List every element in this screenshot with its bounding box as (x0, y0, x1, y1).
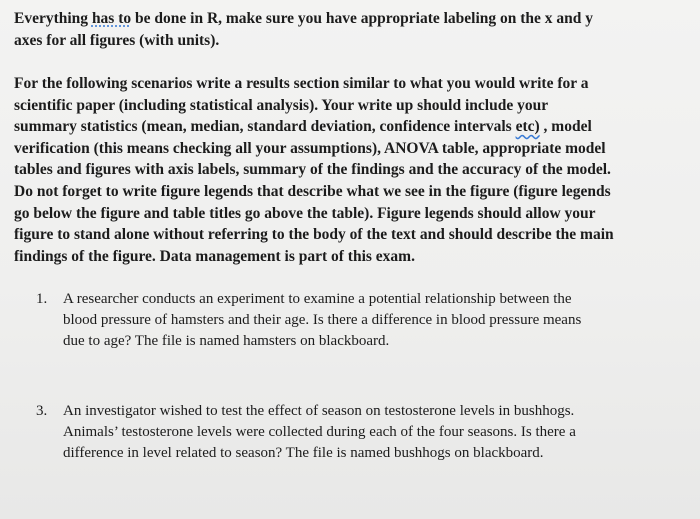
list-item-line: An investigator wished to test the effect of season on testosterone levels in bushhogs. (63, 403, 575, 419)
list-item-line: difference in level related to season? The file is named bushhogs on blackboard. (63, 445, 544, 461)
intro-paragraph (14, 8, 686, 51)
list-item-text (63, 289, 653, 352)
list-item-line: due to age? The file is named hamsters on blackboard. (63, 333, 390, 349)
instructions-line-2: scientific paper (including statistical analysis). Your write up should include your (14, 96, 549, 114)
list-item-text (63, 401, 653, 464)
intro-line-1-start: Everything (14, 10, 92, 27)
instructions-line-9: findings of the figure. Data management is part of this exam. (14, 247, 415, 265)
intro-line-1 (14, 8, 686, 30)
intro-line-2: axes for all figures (with units). (14, 31, 220, 49)
instructions-line-3-end: , model (539, 118, 592, 136)
list-item-line: blood pressure of hamsters and their age. Is there a difference in blood pressure means (63, 312, 582, 328)
intro-line-1-end: be done in R, make sure you have appropriate labeling on the x and y (131, 10, 594, 27)
list-item-line: A researcher conducts an experiment to examine a potential relationship between the (63, 291, 572, 307)
list-item-line: Animals’ testosterone levels were collected during each of the four seasons. Is there a (63, 424, 576, 440)
instructions-line-3 (14, 116, 686, 138)
instructions-line-4: verification (this means checking all your assumptions), ANOVA table, appropriate model (14, 139, 606, 157)
instructions-line-3-start: summary statistics (mean, median, standard deviation, confidence intervals (14, 118, 516, 136)
instructions-line-7: go below the figure and table titles go above the table). Figure legends should allow your (14, 204, 596, 222)
list-item-number: 3. (36, 403, 48, 419)
instructions-underlined-word: etc) (515, 118, 540, 136)
intro-underlined-phrase: has to (91, 10, 132, 27)
instructions-line-1: For the following scenarios write a results section similar to what you would write for a (14, 75, 589, 92)
list-item-number: 1. (36, 291, 48, 307)
instructions-line-8: figure to stand alone without referring to the body of the text and should describe the main (14, 226, 614, 244)
instructions-paragraph (14, 73, 686, 267)
instructions-line-6: Do not forget to write figure legends that describe what we see in the figure (figure legends (14, 182, 611, 200)
instructions-line-5: tables and figures with axis labels, summary of the findings and the accuracy of the model. (14, 161, 611, 179)
